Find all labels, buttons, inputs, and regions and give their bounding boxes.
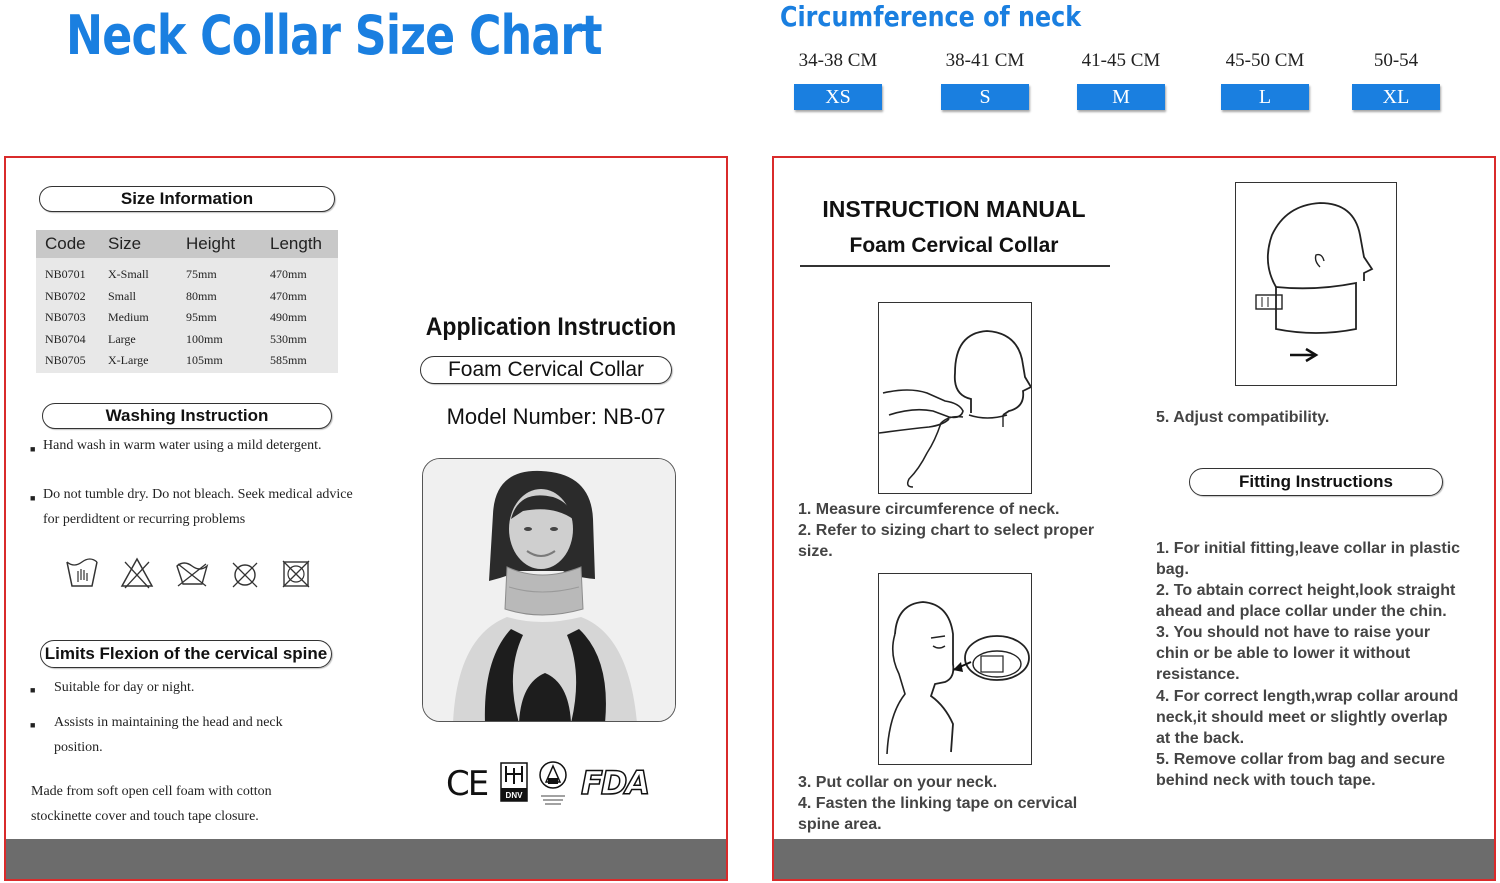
fitting-line: neck,it should meet or slightly overlap <box>1156 709 1448 726</box>
bullet-icon: ■ <box>30 493 36 503</box>
material-note: stockinette cover and touch tape closure. <box>31 809 259 824</box>
circumference-title: Circumference of neck <box>780 0 1082 33</box>
size-column-s <box>935 48 1035 110</box>
fitting-line: 5. Remove collar from bag and secure <box>1156 751 1445 768</box>
fitting-instructions-heading: Fitting Instructions <box>1189 468 1443 496</box>
limits-item: Assists in maintaining the head and neck <box>54 715 283 730</box>
table-cell: 585mm <box>270 353 307 367</box>
table-cell: Large <box>108 331 136 346</box>
adjust-collar-drawing <box>1236 183 1396 385</box>
model-number: Model Number: NB-07 <box>446 404 666 429</box>
table-cell: 80mm <box>186 288 217 303</box>
bullet-icon: ■ <box>30 685 36 695</box>
step-text: spine area. <box>798 816 882 833</box>
table-cell: 490mm <box>270 310 307 324</box>
do-not-iron-icon <box>174 558 210 590</box>
size-label: S <box>941 84 1029 110</box>
table-cell: 75mm <box>186 267 217 281</box>
column-header: Length <box>270 234 322 253</box>
size-column-l <box>1215 48 1315 110</box>
size-label: XL <box>1352 84 1440 110</box>
step-text: 2. Refer to sizing chart to select proper <box>798 522 1095 539</box>
fitting-line: ahead and place collar under the chin. <box>1156 603 1447 620</box>
table-row <box>36 286 338 308</box>
left-panel-footer <box>6 839 726 879</box>
table-cell: NB0705 <box>45 353 86 367</box>
washing-item: for perdidtent or recurring problems <box>43 512 246 527</box>
table-cell: NB0702 <box>45 288 86 303</box>
table-cell: NB0704 <box>45 331 86 346</box>
fitting-line: 4. For correct length,wrap collar around <box>1156 688 1459 705</box>
ce-mark: CE <box>446 764 488 804</box>
size-information-heading: Size Information <box>39 186 335 212</box>
do-not-dry-clean-icon <box>229 559 261 591</box>
size-table <box>36 230 338 373</box>
limits-flexion-heading: Limits Flexion of the cervical spine <box>40 640 332 668</box>
washing-item: Hand wash in warm water using a mild detergent. <box>43 438 322 453</box>
size-range: 41-45 CM <box>1081 50 1161 71</box>
table-cell: 100mm <box>186 331 223 346</box>
step-text: size. <box>798 543 833 560</box>
column-header: Height <box>186 234 236 253</box>
instruction-manual-title: INSTRUCTION MANUAL <box>822 196 1086 222</box>
step-text: 5. Adjust compatibility. <box>1156 409 1330 426</box>
fitting-line: 1. For initial fitting,leave collar in plastic <box>1156 540 1461 557</box>
measure-neck-illustration <box>878 302 1032 494</box>
material-note: Made from soft open cell foam with cotton <box>31 784 272 799</box>
hand-wash-icon <box>64 556 100 590</box>
dnv-certification-logo <box>500 762 528 802</box>
step-text: 3. Put collar on your neck. <box>798 774 998 791</box>
page-title: Neck Collar Size Chart <box>66 4 602 67</box>
table-cell: 530mm <box>270 331 307 346</box>
column-header: Size <box>108 234 142 253</box>
size-label: M <box>1077 84 1165 110</box>
washing-item: Do not tumble dry. Do not bleach. Seek medical advice <box>43 487 353 502</box>
product-photo <box>422 458 676 722</box>
fitting-line: behind neck with touch tape. <box>1156 772 1376 789</box>
size-range: 50-54 <box>1373 50 1419 71</box>
application-title: Application Instruction <box>425 313 677 341</box>
put-collar-illustration <box>878 573 1032 765</box>
table-cell: X-Large <box>108 353 149 367</box>
size-range: 38-41 CM <box>945 50 1025 71</box>
table-cell: Small <box>108 288 137 303</box>
measure-neck-drawing <box>879 303 1031 493</box>
table-row <box>36 307 338 329</box>
fitting-line: at the back. <box>1156 730 1245 747</box>
adjust-collar-illustration <box>1235 182 1397 386</box>
right-panel <box>772 156 1496 881</box>
fitting-line: 3. You should not have to raise your <box>1156 624 1431 641</box>
table-cell: NB0701 <box>45 267 86 281</box>
limits-item: Suitable for day or night. <box>54 680 195 695</box>
size-column-xs <box>788 48 888 110</box>
table-cell: 470mm <box>270 267 307 281</box>
size-column-m <box>1071 48 1171 110</box>
put-collar-drawing <box>879 574 1031 764</box>
washing-instruction-heading: Washing Instruction <box>42 403 332 429</box>
column-header: Code <box>45 234 86 253</box>
size-range: 34-38 CM <box>798 50 878 71</box>
limits-item: position. <box>54 740 103 755</box>
table-row <box>36 350 338 372</box>
do-not-bleach-icon <box>119 556 155 590</box>
table-cell: 95mm <box>186 310 217 324</box>
table-row <box>36 264 338 286</box>
dnv-text: DNV <box>505 791 523 800</box>
size-label: XS <box>794 84 882 110</box>
step-text: 4. Fasten the linking tape on cervical <box>798 795 1078 812</box>
fitting-line: chin or be able to lower it without <box>1156 645 1411 662</box>
fitting-line: resistance. <box>1156 666 1240 683</box>
product-name: Foam Cervical Collar <box>420 356 672 384</box>
left-panel <box>4 156 728 881</box>
table-cell: NB0703 <box>45 310 86 324</box>
accreditation-seal-logo <box>536 758 570 806</box>
woman-wearing-collar-image <box>423 459 676 722</box>
bullet-icon: ■ <box>30 444 36 454</box>
bullet-icon: ■ <box>30 720 36 730</box>
right-panel-footer <box>774 839 1494 879</box>
table-cell: Medium <box>108 310 149 324</box>
instruction-manual-subtitle: Foam Cervical Collar <box>849 234 1059 257</box>
fitting-line: 2. To abtain correct height,look straight <box>1156 582 1456 599</box>
table-header <box>36 230 338 258</box>
size-column-xl <box>1346 48 1446 110</box>
title-underline <box>800 265 1110 267</box>
table-row <box>36 329 338 351</box>
table-cell: X-Small <box>108 267 149 281</box>
step-text: 1. Measure circumference of neck. <box>798 501 1060 518</box>
fitting-line: bag. <box>1156 561 1189 578</box>
do-not-tumble-dry-icon <box>280 558 312 590</box>
table-cell: 470mm <box>270 288 307 303</box>
size-range: 45-50 CM <box>1225 50 1305 71</box>
fda-mark: FDA <box>581 764 649 802</box>
size-label: L <box>1221 84 1309 110</box>
table-cell: 105mm <box>186 353 223 367</box>
